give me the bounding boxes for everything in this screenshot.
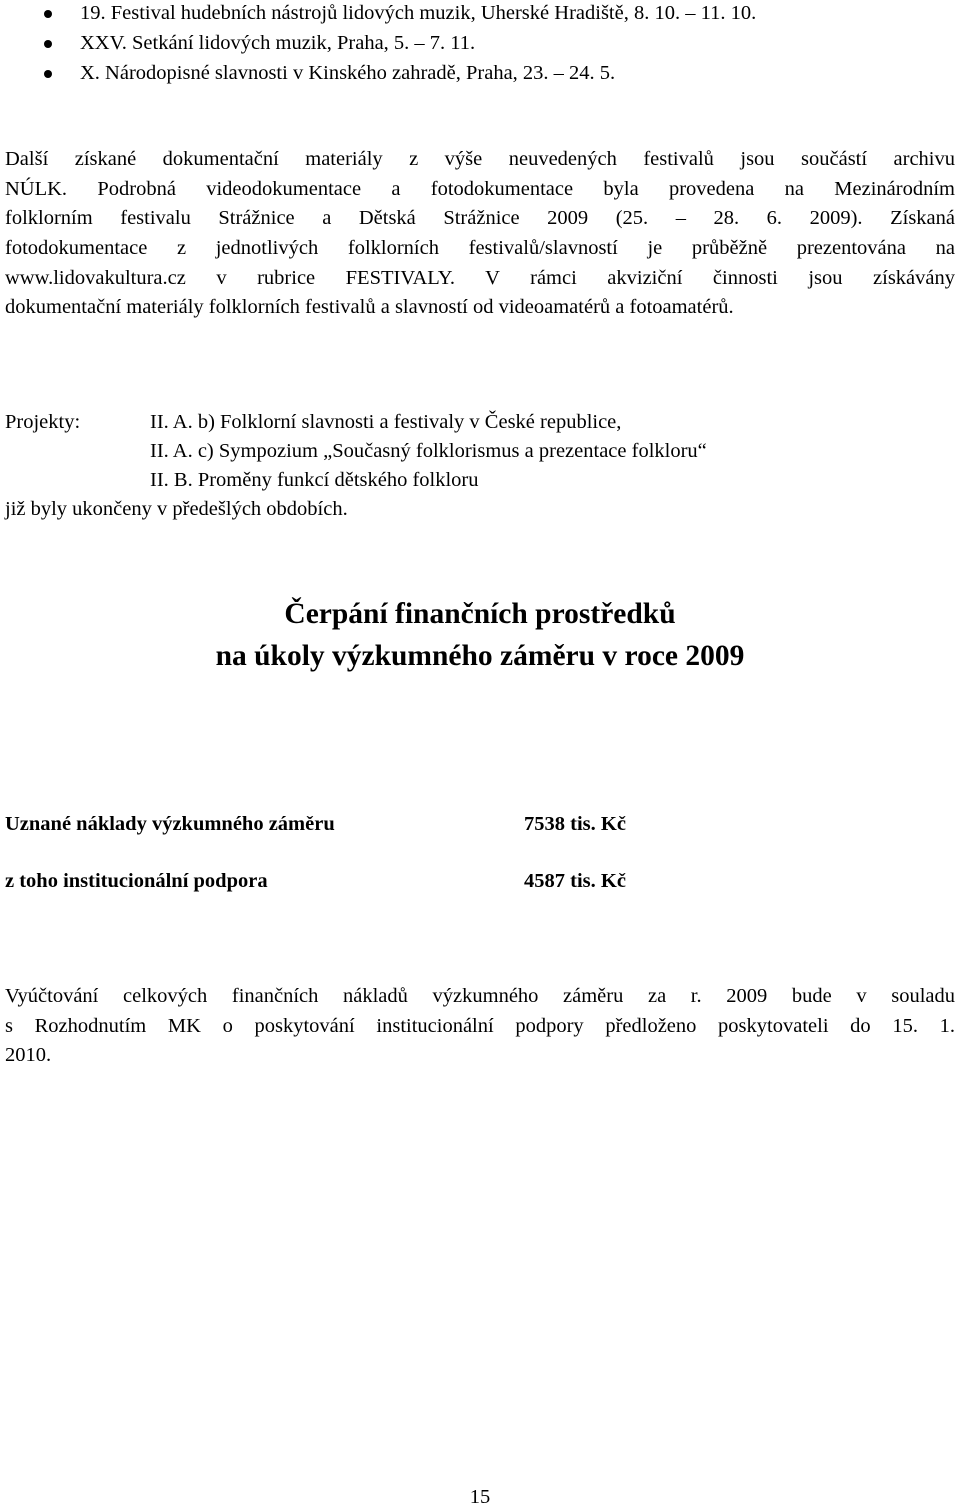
list-item: [0, 61, 960, 85]
list-item: [0, 31, 960, 55]
page-number: 15: [469, 1486, 491, 1508]
finance-label: Uznané náklady výzkumného záměru: [5, 813, 335, 835]
paragraph-line: s Rozhodnutím MK o poskytování institucionální podpory předloženo poskytovateli do 15. 1.: [5, 1014, 955, 1037]
bullet-icon: [44, 10, 52, 18]
finance-value: 7538 tis. Kč: [524, 813, 626, 835]
projects-footer: již byly ukončeny v předešlých obdobích.: [5, 498, 348, 520]
paragraph-line: NÚLK. Podrobná videodokumentace a fotodokumentace byla provedena na Mezinárodním: [5, 177, 955, 200]
project-item: II. A. c) Sympozium „Současný folklorismus a prezentace folkloru“: [150, 440, 707, 462]
settlement-paragraph: [5, 982, 955, 1071]
paragraph-line: fotodokumentace z jednotlivých folklorních festivalů/slavností je průběžně prezentována na: [5, 237, 955, 260]
project-item: II. B. Proměny funkcí dětského folkloru: [150, 469, 479, 491]
archive-paragraph: [5, 145, 955, 323]
paragraph-line: 2010.: [5, 1044, 52, 1067]
paragraph-line: www.lidovakultura.cz v rubrice FESTIVALY. V rámci akviziční činnosti jsou získávány: [5, 266, 955, 289]
list-item: [0, 1, 960, 25]
paragraph-line: Vyúčtování celkových finančních nákladů výzkumného záměru za r. 2009 bude v souladu: [5, 985, 955, 1007]
section-heading-line2: na úkoly výzkumného záměru v roce 2009: [215, 640, 745, 672]
paragraph-line: dokumentační materiály folklorních festivalů a slavností od videoamatérů a fotoamatérů.: [5, 296, 734, 319]
bullet-text: X. Národopisné slavnosti v Kinského zahradě, Praha, 23. – 24. 5.: [80, 62, 616, 84]
finance-value: 4587 tis. Kč: [524, 870, 626, 892]
projects-label: Projekty:: [5, 411, 81, 433]
project-item: II. A. b) Folklorní slavnosti a festivaly v České republice,: [150, 411, 622, 433]
section-heading-line1: Čerpání finančních prostředků: [284, 598, 676, 630]
finance-label: z toho institucionální podpora: [5, 870, 268, 892]
bullet-text: 19. Festival hudebních nástrojů lidových muzik, Uherské Hradiště, 8. 10. – 11. 10.: [80, 2, 757, 24]
bullet-icon: [44, 70, 52, 78]
bullet-text: XXV. Setkání lidových muzik, Praha, 5. – 7. 11.: [80, 32, 476, 54]
paragraph-line: folklorním festivalu Strážnice a Dětská Strážnice 2009 (25. – 28. 6. 2009). Získaná: [5, 207, 955, 230]
bullet-icon: [44, 40, 52, 48]
paragraph-line: Další získané dokumentační materiály z výše neuvedených festivalů jsou součástí archivu: [5, 148, 955, 170]
